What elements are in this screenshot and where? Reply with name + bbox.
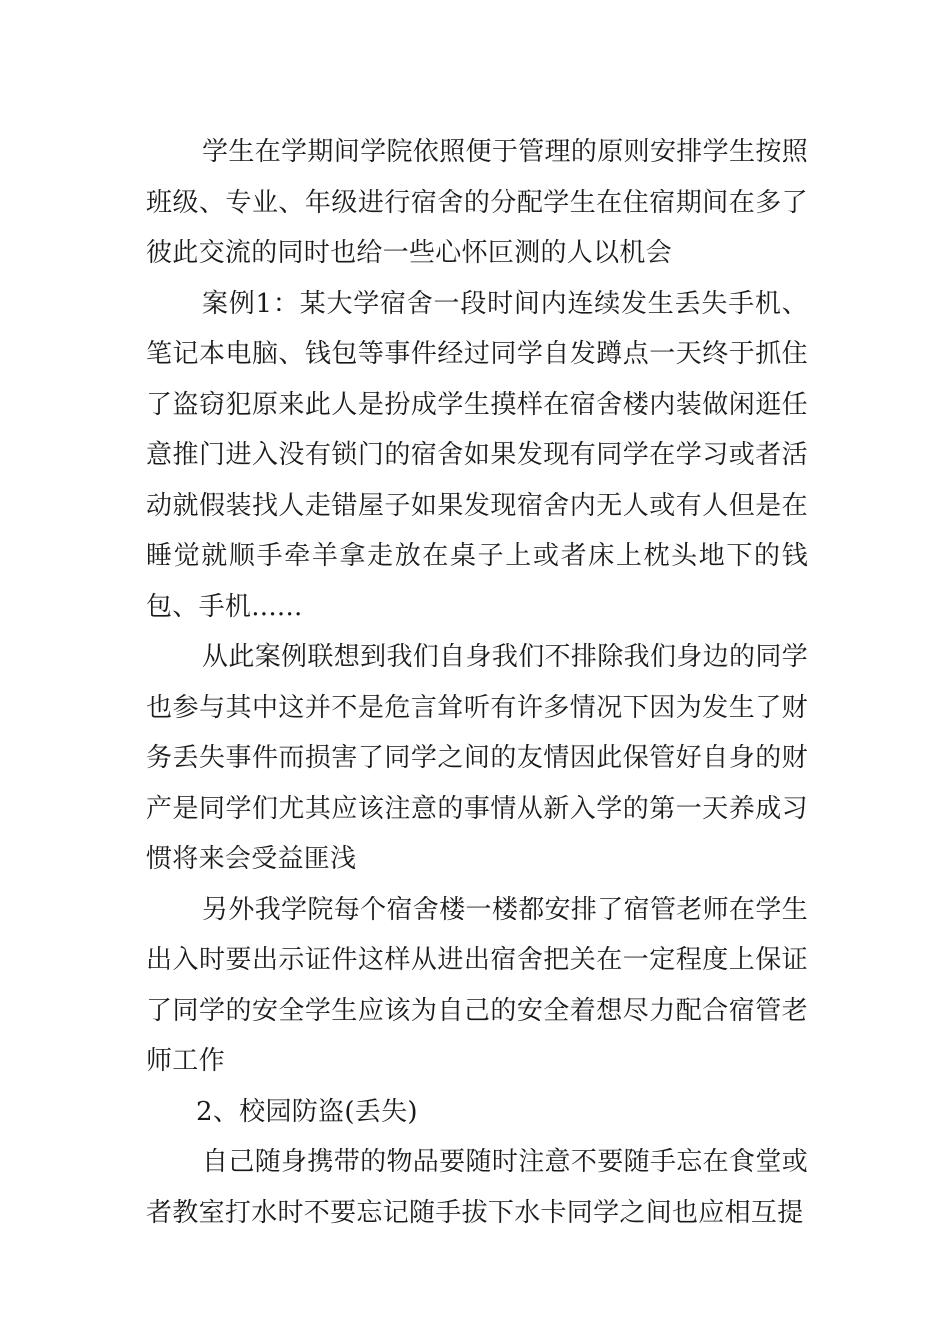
paragraph-reflection: 从此案例联想到我们自身我们不排除我们身边的同学也参与其中这并不是危言耸听有许多情况下因为发生了财务丢失事件而损害了同学之间的友情因此保管好自身的财产是同学们尤其应该注意的事情从新入学的第一天养成习惯将来会受益匪浅 xyxy=(146,642,808,874)
paragraph-intro: 学生在学期间学院依照便于管理的原则安排学生按照班级、专业、年级进行宿舍的分配学生在住宿期间在多了彼此交流的同时也给一些心怀叵测的人以机会 xyxy=(146,137,808,268)
section-heading: 2、校园防盗(丢失) xyxy=(196,1096,418,1127)
paragraph-case-1: 案例1：某大学宿舍一段时间内连续发生丢失手机、笔记本电脑、钱包等事件经过同学自发蹲点一天终于抓住了盗窃犯原来此人是扮成学生摸样在宿舍楼内装做闲逛任意推门进入没有锁门的宿舍如果发现有同学在学习或者活动就假装找人走错屋子如果发现宿舍内无人或有人但是在睡觉就顺手牵羊拿走放在桌子上或者床上枕头地下的钱包、手机...... xyxy=(146,288,808,622)
paragraph-dorm-manager: 另外我学院每个宿舍楼一楼都安排了宿管老师在学生出入时要出示证件这样从进出宿舍把关在一定程度上保证了同学的安全学生应该为自己的安全着想尽力配合宿管老师工作 xyxy=(146,894,808,1076)
paragraph-campus-theft: 自己随身携带的物品要随时注意不要随手忘在食堂或者教室打水时不要忘记随手拔下水卡同学之间也应相互提 xyxy=(146,1147,808,1228)
document-body xyxy=(146,127,808,1238)
